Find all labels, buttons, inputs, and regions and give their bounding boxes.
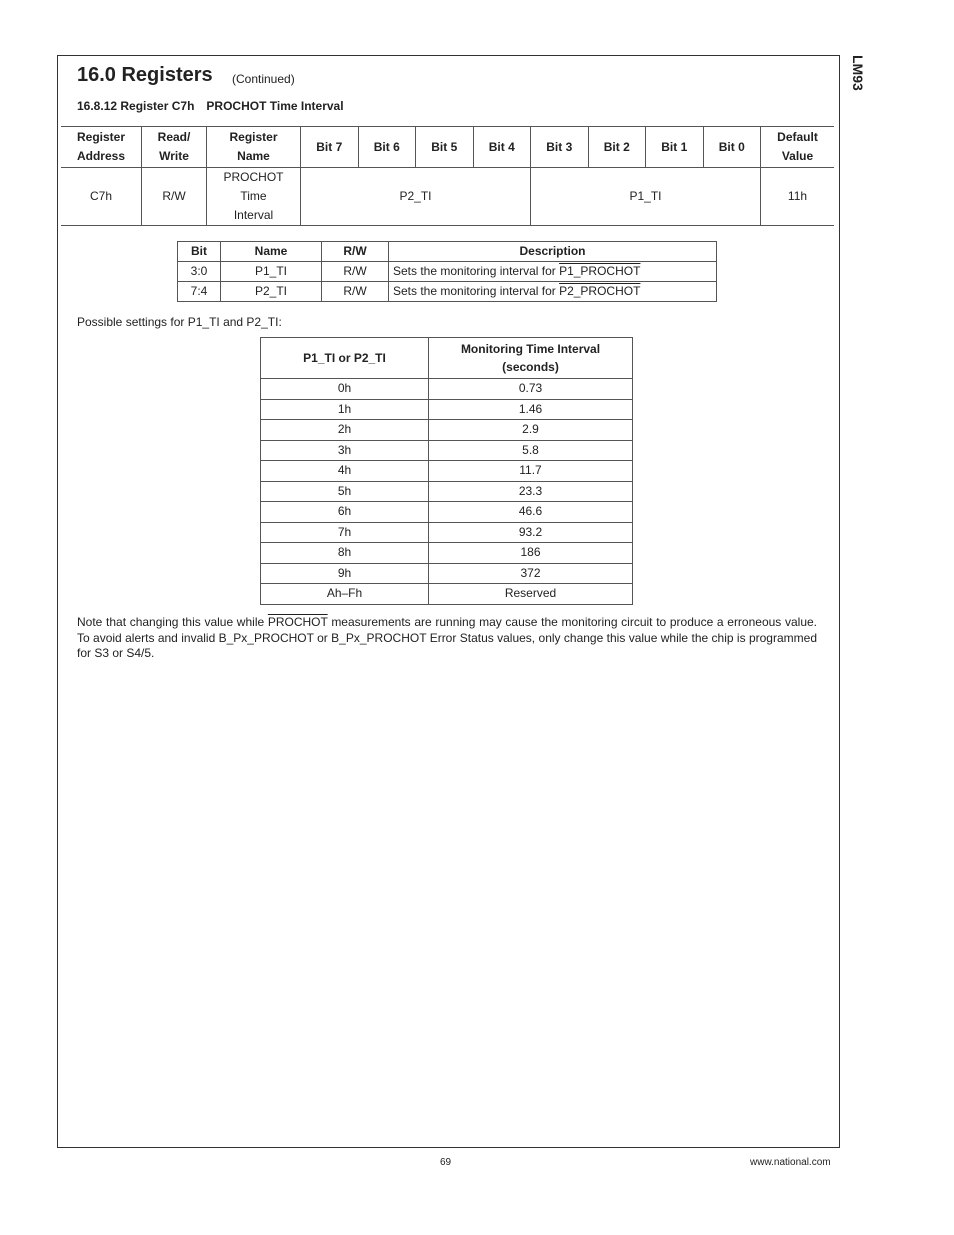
setting-value: 6h [261, 502, 429, 523]
header-bit-2: Bit 2 [588, 127, 646, 168]
header-setting: P1_TI or P2_TI [261, 338, 429, 379]
table-row [261, 379, 633, 400]
header-bit-1: Bit 1 [646, 127, 704, 168]
header-default-value: Default Value [761, 127, 835, 168]
signal-name: P1_PROCHOT [559, 264, 641, 278]
table-row [178, 262, 717, 282]
bit-description: Sets the monitoring interval for P1_PROCHOT [389, 262, 717, 282]
header-name: Name [221, 242, 322, 262]
setting-value: 5h [261, 481, 429, 502]
interval-value: 46.6 [429, 502, 633, 523]
side-tab-label: LM93 [850, 55, 866, 91]
bit-rw: R/W [322, 262, 389, 282]
interval-value: 2.9 [429, 420, 633, 441]
header-register-address: Register Address [61, 127, 142, 168]
table-row [178, 282, 717, 302]
interval-value: Reserved [429, 584, 633, 605]
bit-description: Sets the monitoring interval for P2_PROCHOT [389, 282, 717, 302]
setting-value: 3h [261, 440, 429, 461]
bit-range: 7:4 [178, 282, 221, 302]
signal-name: PROCHOT [267, 615, 328, 629]
header-bit-6: Bit 6 [358, 127, 416, 168]
table-row [261, 420, 633, 441]
field-p2-ti: P2_TI [301, 168, 531, 226]
table-row [261, 502, 633, 523]
side-tab [848, 55, 868, 115]
register-name: PROCHOT Time Interval [207, 168, 301, 226]
monitoring-interval-table [260, 337, 633, 605]
interval-value: 5.8 [429, 440, 633, 461]
header-bit-7: Bit 7 [301, 127, 359, 168]
interval-value: 372 [429, 563, 633, 584]
interval-value: 93.2 [429, 522, 633, 543]
header-interval: Monitoring Time Interval (seconds) [429, 338, 633, 379]
setting-value: 2h [261, 420, 429, 441]
header-bit-3: Bit 3 [531, 127, 589, 168]
header-bit-5: Bit 5 [416, 127, 474, 168]
register-table [61, 126, 834, 226]
bit-description-table [177, 241, 717, 302]
bit-name: P2_TI [221, 282, 322, 302]
website-url: www.national.com [750, 1157, 831, 1168]
register-table-header [61, 127, 834, 168]
setting-value: 8h [261, 543, 429, 564]
register-default: 11h [761, 168, 835, 226]
table-row [261, 440, 633, 461]
header-description: Description [389, 242, 717, 262]
page-number: 69 [440, 1157, 452, 1168]
header-rw: R/W [322, 242, 389, 262]
possible-settings-text: Possible settings for P1_TI and P2_TI: [77, 315, 282, 329]
bit-range: 3:0 [178, 262, 221, 282]
table-row [261, 522, 633, 543]
header-bit-4: Bit 4 [473, 127, 531, 168]
table-row [261, 543, 633, 564]
field-p1-ti: P1_TI [531, 168, 761, 226]
bit-table-header [178, 242, 717, 262]
title-continued: (Continued) [232, 72, 295, 86]
register-address: C7h [61, 168, 142, 226]
setting-value: Ah–Fh [261, 584, 429, 605]
interval-value: 186 [429, 543, 633, 564]
setting-value: 4h [261, 461, 429, 482]
note-paragraph: Note that changing this value while PROCHOT measurements are running may cause the monitoring circuit to produce a erroneous value. To avoid alerts and invalid B_Px_PROCHOT or B_Px_PROCHOT Error Status values, only change this value while the chip is programmed for S3 or S4/5. [77, 615, 817, 660]
header-bit-0: Bit 0 [703, 127, 761, 168]
interval-value: 11.7 [429, 461, 633, 482]
setting-value: 0h [261, 379, 429, 400]
bit-name: P1_TI [221, 262, 322, 282]
table-row [261, 399, 633, 420]
header-read-write: Read/ Write [142, 127, 207, 168]
table-row [261, 584, 633, 605]
bit-rw: R/W [322, 282, 389, 302]
register-rw: R/W [142, 168, 207, 226]
header-bit: Bit [178, 242, 221, 262]
setting-value: 7h [261, 522, 429, 543]
section-name: PROCHOT Time Interval [206, 99, 344, 113]
page-title: 16.0 Registers [77, 64, 213, 86]
monitor-table-header [261, 338, 633, 379]
table-row [261, 563, 633, 584]
signal-name: P2_PROCHOT [559, 284, 641, 298]
setting-value: 9h [261, 563, 429, 584]
interval-value: 0.73 [429, 379, 633, 400]
header-register-name: Register Name [207, 127, 301, 168]
table-row [261, 461, 633, 482]
table-row [261, 481, 633, 502]
register-row [61, 168, 834, 226]
section-heading [77, 99, 344, 113]
section-number: 16.8.12 Register C7h [77, 99, 195, 113]
setting-value: 1h [261, 399, 429, 420]
interval-value: 1.46 [429, 399, 633, 420]
interval-value: 23.3 [429, 481, 633, 502]
